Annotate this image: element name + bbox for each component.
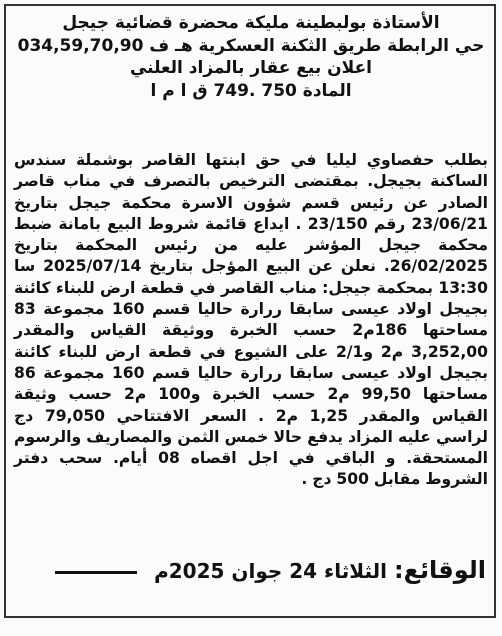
legal-articles: المادة 750 .749 ق ا م ا [150,80,352,101]
notice-title: اعلان بيع عقار بالمزاد العلني [129,58,373,78]
publication-footer [55,556,486,585]
bailiff-address: حي الرابطة طريق الثكنة العسكرية هـ ف 034,59,70,90 [17,35,485,56]
notice-header [12,12,490,102]
publication-date: الثلاثاء 24 جوان 2025م [154,559,388,583]
notice-body: بطلب حفصاوي ليليا في حق ابنتها القاصر بوشملة سندس الساكنة بجيجل. بمقتضى الترخيص بالتصرف في مناب قاصر الصادر عن رئيس قسم شؤون الاسرة محكمة جيجل بتاريخ 23/06/21 رقم 23/150 . ايداع قائمة شروط البيع بامانة ضبط محكمة جيجل المؤشر عليه من رئيس المحكمة بتاريخ 26/02/2025. نعلن عن البيع المؤجل بتاريخ 2025/07/14 سا 13:30 بمحكمة جيجل: مناب القاصر في قطعة ارض للبناء كائنة بجيجل اولاد عيسى سابقا ررارة حاليا قسم 160 مجموعة 83 مساحتها 186م2 حسب الخبرة ووثيقة القياس والمقدر 3,252,00 م2 و2/1 على الشيوع في قطعة ارض للبناء كائنة بجيجل اولاد عيسى سابقا ررارة حاليا قسم 160 مجموعة 86 مساحتها 99,50 م2 حسب الخبرة و100 م2 حسب وثيقة القياس والمقدر 1,25 م2 . السعر الافتتاحي 79,050 دج لراسي عليه المزاد يدفع حالا خمس الثمن والمصاريف والرسوم المستحقة. و الباقي في اجل اقصاه 08 أيام. سحب دفتر الشروط مقابل 500 دج . [14,151,489,489]
footer-rule [55,571,137,574]
publication-name: الوقائع: [393,556,486,584]
bailiff-name: الأستاذة بولبطينة مليكة محضرة قضائية جيجل [62,13,440,33]
